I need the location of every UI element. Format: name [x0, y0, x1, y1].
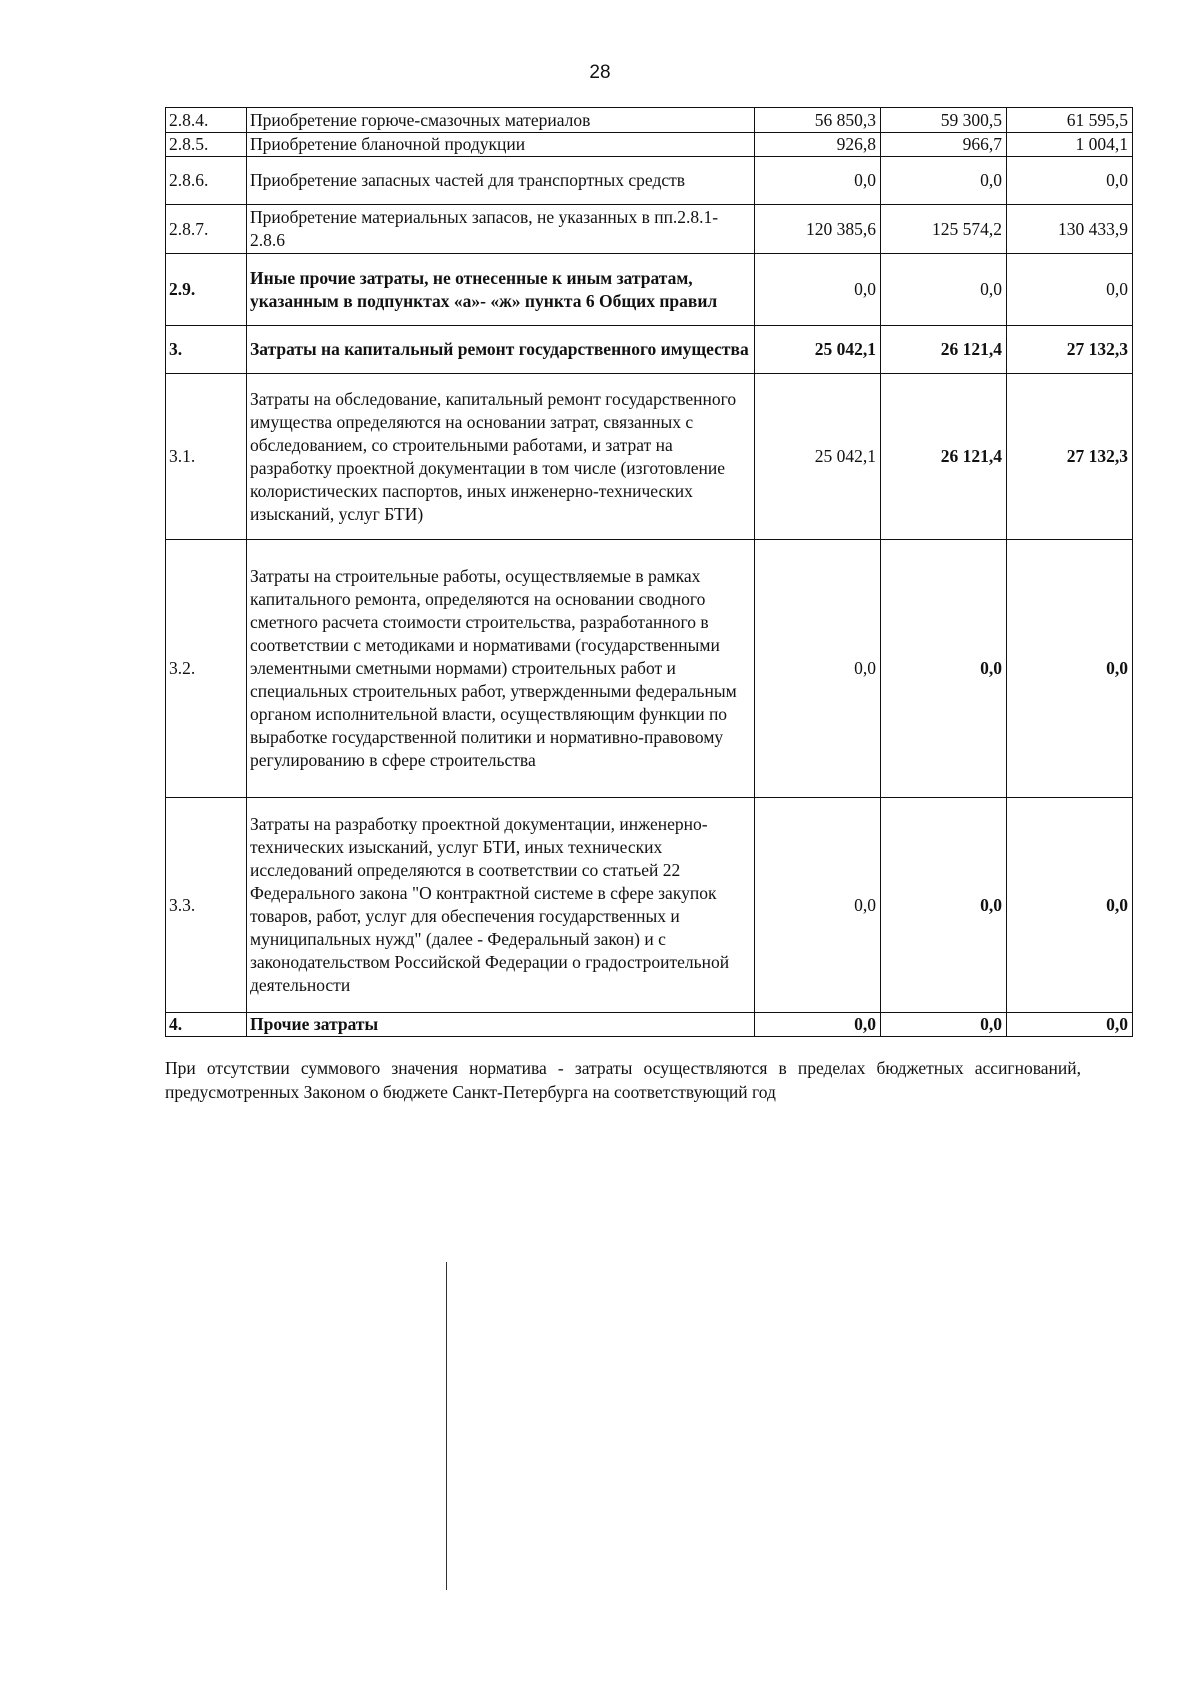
row-value-2: 125 574,2: [881, 205, 1007, 254]
table-row: [166, 133, 1133, 157]
row-value-1: 926,8: [755, 133, 881, 157]
row-value-2: 0,0: [881, 1013, 1007, 1037]
row-value-2: 0,0: [881, 157, 1007, 205]
row-name: Затраты на разработку проектной документации, инженерно-технических изысканий, услуг БТИ, иных технических исследований определяются в соответствии со статьей 22 Федерального закона "О контрактной системе в сфере закупок товаров, работ, услуг для обеспечения государственных и муниципальных нужд" (далее - Федеральный закон) и с законодательством Российской Федерации о градостроительной деятельности: [247, 798, 755, 1013]
row-value-3: 27 132,3: [1007, 374, 1133, 540]
row-name: Затраты на обследование, капитальный ремонт государственного имущества определяются на основании затрат, связанных с обследованием, со строительными работами, и затрат на разработку проектной документации в том числе (изготовление колористических паспортов, иных инженерно-технических изысканий, услуг БТИ): [247, 374, 755, 540]
table-row: [166, 254, 1133, 326]
row-value-3: 0,0: [1007, 157, 1133, 205]
row-value-3: 0,0: [1007, 540, 1133, 798]
row-name: Приобретение материальных запасов, не указанных в пп.2.8.1-2.8.6: [247, 205, 755, 254]
row-name: Прочие затраты: [247, 1013, 755, 1037]
row-value-1: 0,0: [755, 254, 881, 326]
row-value-3: 61 595,5: [1007, 108, 1133, 133]
row-value-2: 26 121,4: [881, 374, 1007, 540]
row-code: 2.8.4.: [166, 108, 247, 133]
row-code: 2.8.6.: [166, 157, 247, 205]
row-value-3: 0,0: [1007, 798, 1133, 1013]
row-value-1: 0,0: [755, 157, 881, 205]
row-code: 3.3.: [166, 798, 247, 1013]
row-value-1: 56 850,3: [755, 108, 881, 133]
row-value-3: 1 004,1: [1007, 133, 1133, 157]
row-value-1: 0,0: [755, 540, 881, 798]
table-row: [166, 1013, 1133, 1037]
row-value-2: 26 121,4: [881, 326, 1007, 374]
row-code: 2.9.: [166, 254, 247, 326]
row-code: 2.8.5.: [166, 133, 247, 157]
row-code: 3.1.: [166, 374, 247, 540]
table-row: [166, 205, 1133, 254]
table-row: [166, 374, 1133, 540]
footnote-text: При отсутствии суммового значения норматива - затраты осуществляются в пределах бюджетных ассигнований, предусмотренных Законом о бюджете Санкт-Петербурга на соответствующий год: [165, 1058, 1081, 1102]
row-value-3: 27 132,3: [1007, 326, 1133, 374]
row-code: 3.2.: [166, 540, 247, 798]
row-code: 4.: [166, 1013, 247, 1037]
row-value-3: 0,0: [1007, 1013, 1133, 1037]
row-value-1: 25 042,1: [755, 326, 881, 374]
cost-table: [165, 107, 1133, 1037]
row-name: Приобретение горюче-смазочных материалов: [247, 108, 755, 133]
row-value-1: 0,0: [755, 1013, 881, 1037]
row-name: Приобретение бланочной продукции: [247, 133, 755, 157]
table-row: [166, 108, 1133, 133]
row-name: Затраты на строительные работы, осуществляемые в рамках капитального ремонта, определяются на основании сводного сметного расчета стоимости строительства, разработанного в соответствии с методиками и нормативами (государственными элементными сметными нормами) строительных работ и специальных строительных работ, утвержденными федеральным органом исполнительной власти, осуществляющим функции по выработке государственной политики и нормативно-правовому регулированию в сфере строительства: [247, 540, 755, 798]
row-value-2: 966,7: [881, 133, 1007, 157]
row-value-2: 0,0: [881, 540, 1007, 798]
row-value-1: 120 385,6: [755, 205, 881, 254]
row-value-1: 25 042,1: [755, 374, 881, 540]
row-code: 2.8.7.: [166, 205, 247, 254]
row-name: Иные прочие затраты, не отнесенные к иным затратам, указанным в подпунктах «а»- «ж» пункта 6 Общих правил: [247, 254, 755, 326]
row-value-3: 0,0: [1007, 254, 1133, 326]
table-row: [166, 798, 1133, 1013]
row-value-2: 0,0: [881, 254, 1007, 326]
row-value-3: 130 433,9: [1007, 205, 1133, 254]
row-value-2: 59 300,5: [881, 108, 1007, 133]
table-row: [166, 540, 1133, 798]
margin-line: [446, 1262, 447, 1590]
row-value-1: 0,0: [755, 798, 881, 1013]
table-row: [166, 326, 1133, 374]
row-name: Затраты на капитальный ремонт государственного имущества: [247, 326, 755, 374]
table-row: [166, 157, 1133, 205]
row-name: Приобретение запасных частей для транспортных средств: [247, 157, 755, 205]
row-value-2: 0,0: [881, 798, 1007, 1013]
page-number: 28: [589, 62, 611, 83]
row-code: 3.: [166, 326, 247, 374]
